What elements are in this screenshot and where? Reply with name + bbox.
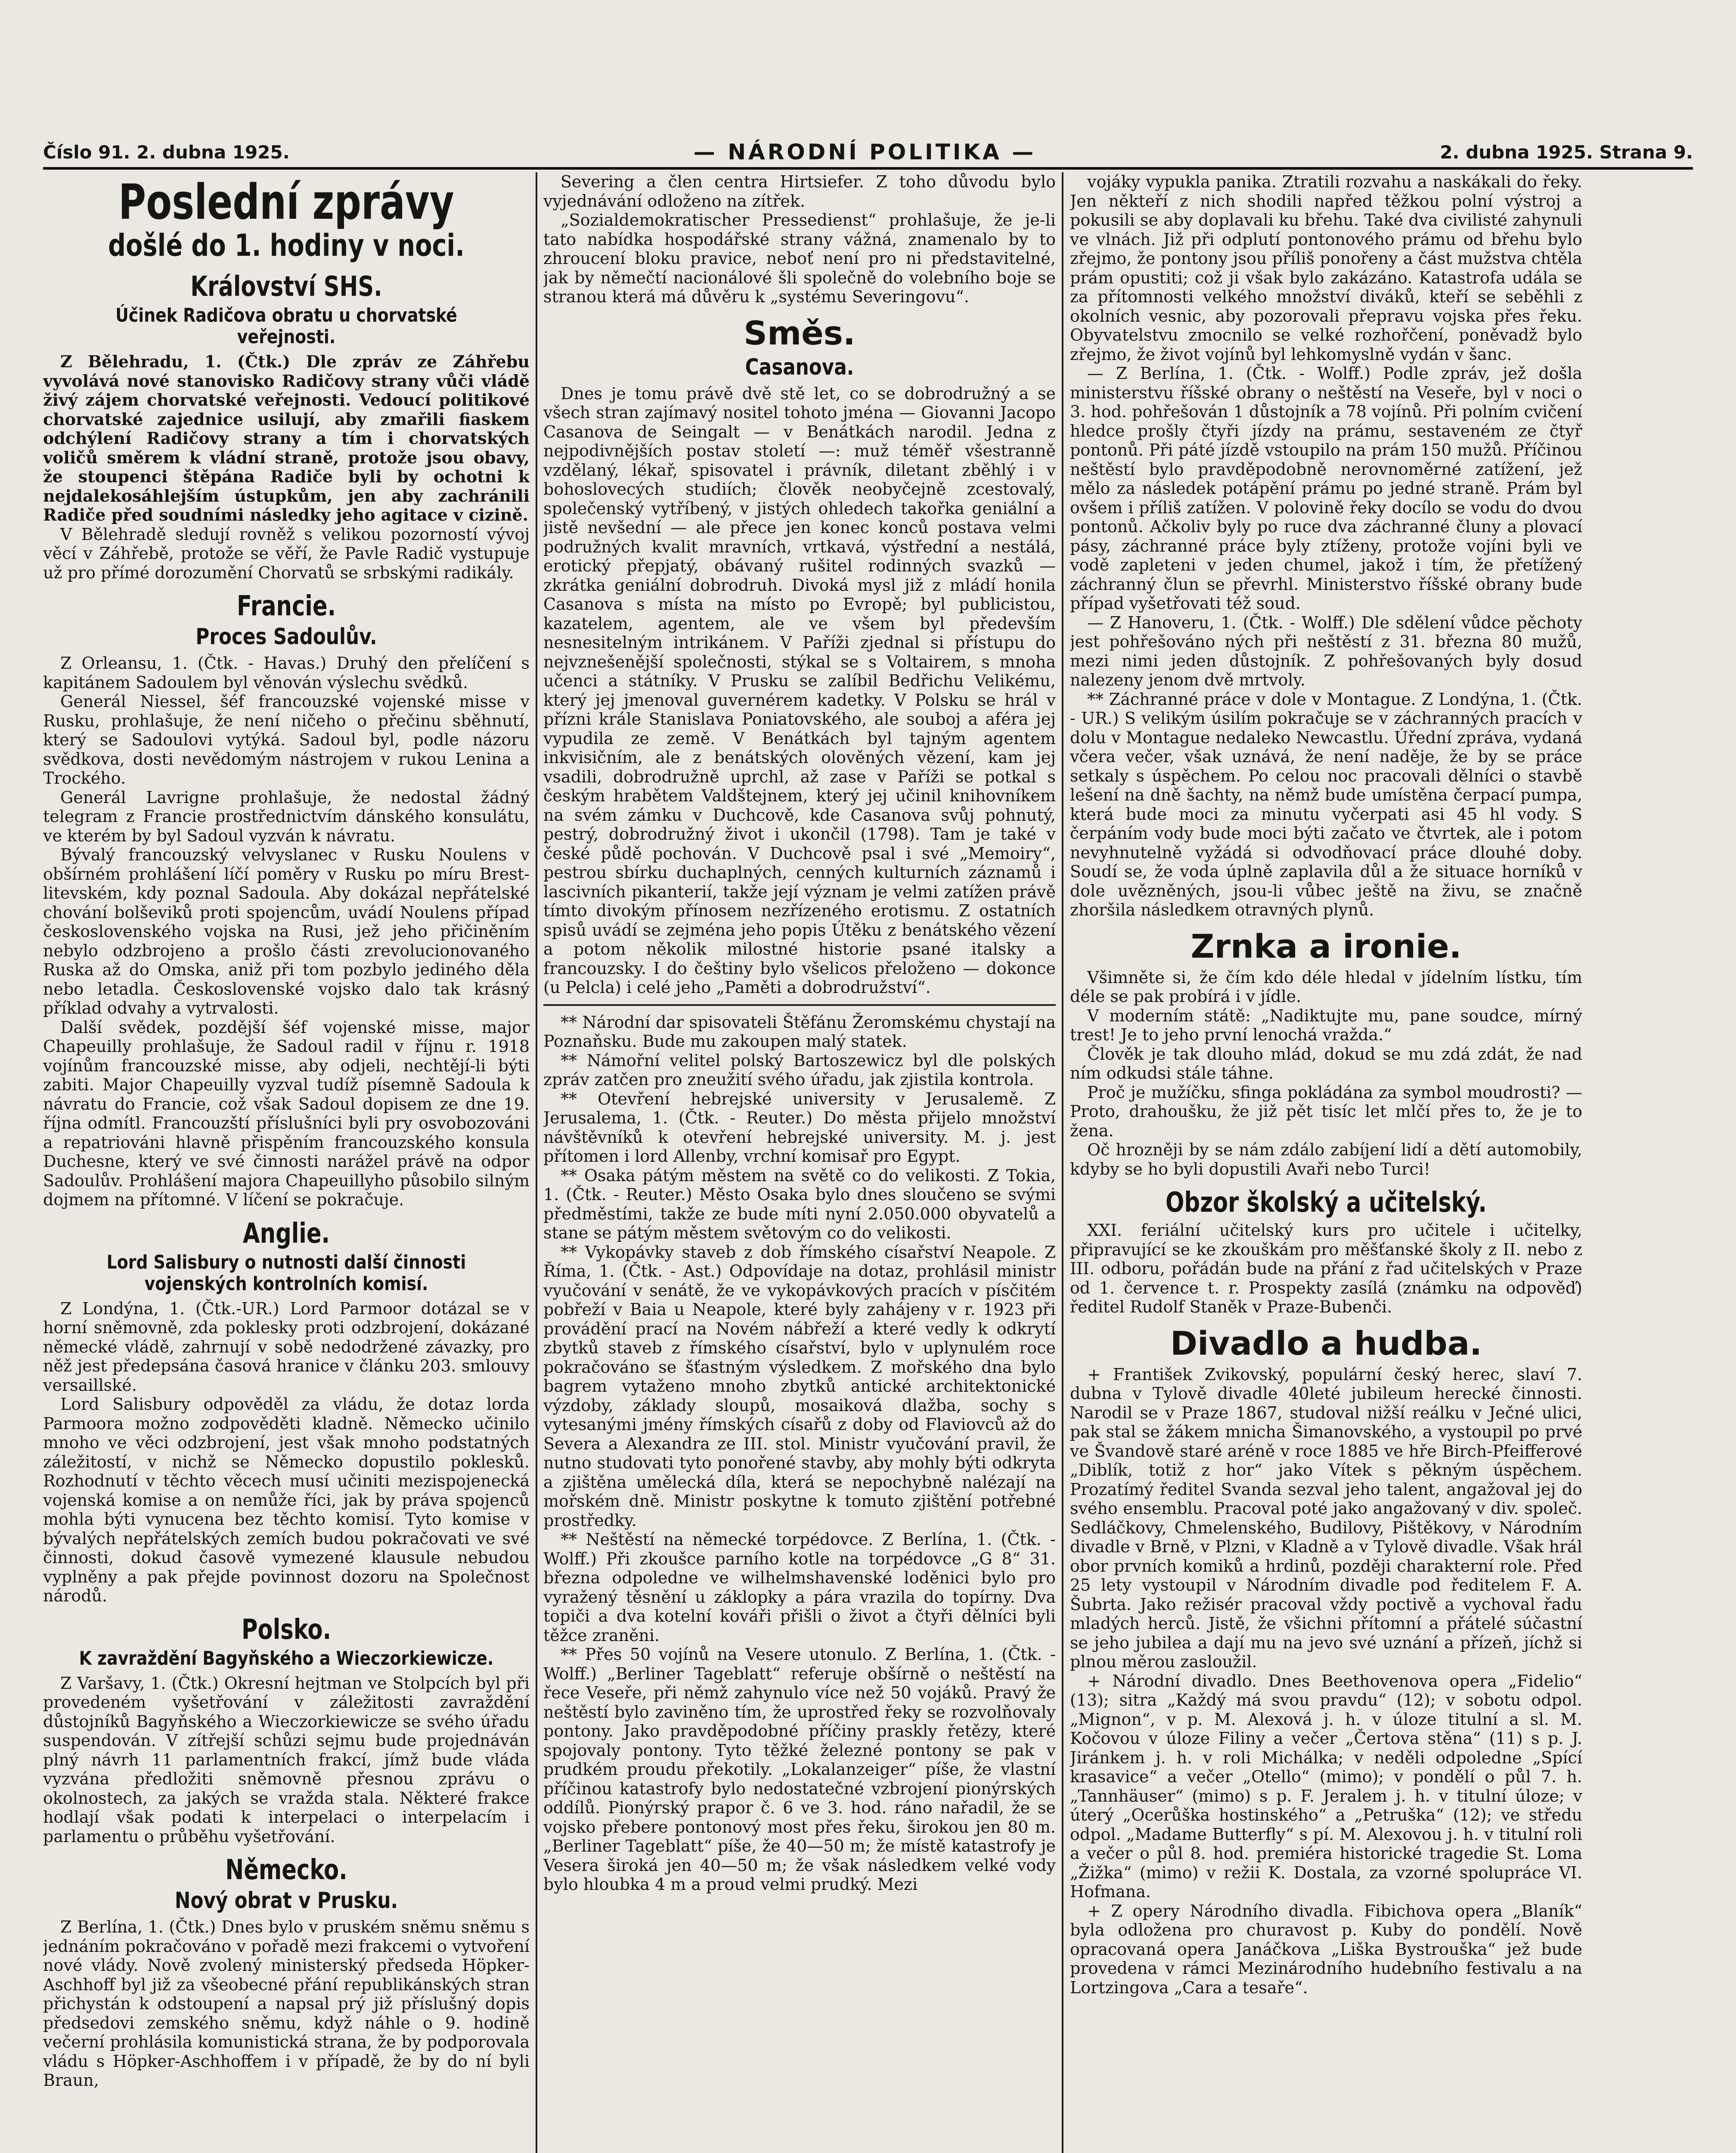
subheading: Lord Salisbury o nutnosti další činnosti vojenských kontrolních komisí.	[106, 1251, 466, 1295]
news-item: ** Přes 50 vojínů na Vesere utonulo. Z Berlína, 1. (Čtk. - Wolff.) „Berliner Tageblatt“ referuje obšírně o neštěstí na řece Veseře, při němž zahynulo více než 50 vojáků. Pravý že neštěstí bylo zaviněno tím, že uprostřed řeky se rozvolňovaly pontony. Jako pravděpodobné příčiny praskly řetězy, které spojovaly pontony. Tyto těžké železné pontony se pak v prudkém proudu překotily. „Lokalanzeiger“ píše, že vlastní příčinou katastrofy bylo nedostatečné vzbrojení pionýrských oddílů. Pionýrský prapor č. 6 ve 3. hod. ráno nařadil, že se vojsko přebere pontonový most přes řeku, širokou jen 80 m. „Berliner Tageblatt“ píše, že 40—50 m; že místě katastrofy je Vesera široká jen 40—50 m; že však následkem velké vody bylo hloubka 4 m a proud velmi prudký. Mezi	[543, 1645, 1056, 1894]
article-paragraph: + František Zvikovský, populární český herec, slaví 7. dubna v Tylově divadle 40leté jubileum herecké činnosti. Narodil se v Praze 1867, studoval nižší reálku v Ječné ulici, pak stal se žákem mnicha Šimanovského, a vystoupil po prvé ve Švandově staré aréně v roce 1885 ve hře Birch-Pfeifferové „Diblík, totiž z hor“ jako Vítek s pěkným úspěchem. Prozatímý ředitel Svanda sezval jeho talent, angažoval jej do svého ensemblu. Pracoval poté jako angažovaný v div. společ. Sedláčkovy, Chmelenského, Budilovy, Pištěkovy, v Národním divadle v Brně, v Plzni, v Kladně a v Tylově divadle. Však hrál obor prvních komiků a hrdinů, později charakterní role. Před 25 lety vystoupil v Národním divadle pod ředitelem F. A. Šubrta. Jako režisér pracoval vždy poctivě a vychoval řadu mladých herců. Jistě, že všichni přítomní a přátelé súčastní se jeho jubilea a dají mu na jevo své uznání a přízeň, jíchž si plnou měrou zasloužil.	[1070, 1365, 1582, 1671]
article-paragraph: Oč hrozněji by se nám zdálo zabíjení lidí a dětí automobily, kdyby se ho byli dopustili Avaři nebo Turci!	[1070, 1140, 1582, 1179]
news-item: ** Otevření hebrejské university v Jerusalemě. Z Jerusalema, 1. (Čtk. - Reuter.) Do města přijelo množství návštěvníků k otevření hebrejské university. M. j. jest přítomen i lord Allenby, vrchní komisař pro Egypt.	[543, 1089, 1056, 1166]
article-paragraph: Generál Lavrigne prohlašuje, že nedostal žádný telegram z Francie prostřednictvím dánského konsulátu, ve kterém by byl Sadoul vyzván k návratu.	[43, 788, 530, 845]
heading-obzor: Obzor školský a učitelský.	[1166, 1187, 1487, 1219]
article-paragraph: Z Orleansu, 1. (Čtk. - Havas.) Druhý den přelíčení s kapitánem Sadoulem byl věnován výslechu svědků.	[43, 654, 530, 692]
news-item: ** Neštěstí na německé torpédovce. Z Berlína, 1. (Čtk. - Wolff.) Při zkoušce parního kotle na torpédovce „G 8“ 31. března odpoledne ve wilhelmshavenské loděnici bylo pro vyražený těsnění u záklopky a pára vrazila do topírny. Dva topiči a dva kotelní kováři přišli o život a čtyři dělníci byli těžce zraněni.	[543, 1530, 1056, 1645]
article-paragraph: „Sozialdemokratischer Pressedienst“ prohlašuje, že je-li tato nabídka hospodářské strany vážná, znamenalo by to zhroucení bloku pravice, neboť není pro ni představitelné, jak by němečtí nacionálové šli společně do volebního boje se stranou která má důvěru k „systému Severingovu“.	[543, 211, 1056, 306]
masthead	[43, 137, 1693, 170]
article-paragraph: — Z Hanoveru, 1. (Čtk. - Wolff.) Dle sdělení vůdce pěchoty jest pohřešováno ných při neštěstí z 31. března 80 mužů, mezi nimi jeden důstojník. Z pohřešovaných byly dosud nalezeny jenom dvě mrtvoly.	[1070, 613, 1582, 689]
article-paragraph: Další svědek, pozdější šéf vojenské misse, major Chapeuilly prohlašuje, že Sadoul radil v říjnu r. 1918 vojínům francouzské misse, aby odjeli, nechtějí-li býti zabiti. Major Chapeuilly vyzval tudíž písemně Sadoula k návratu do Francie, což však Sadoul dopisem ze dne 19. října odmítl. Francouzští příslušníci byli pry osvobozováni a repatriováni hlavně přispěním francouzského konsula Duchesne, který ve své činnosti narážel právě na odpor Sadoulův. Prohlášení majora Chapeuillyho působilo silným dojmem na přítomné. V líčení se pokračuje.	[43, 1018, 530, 1209]
column-1	[43, 172, 530, 2153]
heading-england: Anglie.	[243, 1217, 330, 1250]
newspaper-title: — NÁRODNÍ POLITIKA —	[693, 140, 1036, 164]
issue-number: Číslo 91. 2. dubna 1925.	[43, 141, 290, 163]
heading-smes: Směs.	[744, 313, 856, 352]
article-paragraph: Z Londýna, 1. (Čtk.-UR.) Lord Parmoor dotázal se v horní sněmovně, zda poklesky proti odzbrojení, dokázané německé vládě, zahrnují v sobě nedodržené závazky, pro něž jest předepsána časová hranice v článku 203. smlouvy versaillské.	[43, 1299, 530, 1395]
article-paragraph: Proč je mužíčku, sfinga pokládána za symbol moudrosti? — Proto, drahoušku, že již pět tisíc let mlčí přes to, že je to žena.	[1070, 1083, 1582, 1140]
column-divider	[1062, 172, 1063, 2153]
heading-kingdom-shs: Království SHS.	[190, 271, 382, 303]
article-paragraph: XXI. feriální učitelský kurs pro učitele i učitelky, připravující se ke zkouškám pro měšťanské školy z II. nebo z III. odboru, pořádán bude na přání z řad učitelských v Praze od 1. července t. r. Prospekty zasílá (známku na odpověď) ředitel Rudolf Staněk v Praze-Bubenči.	[1070, 1221, 1582, 1316]
section-title: Poslední zprávy	[118, 174, 454, 230]
article-paragraph: Severing a člen centra Hirtsiefer. Z toho důvodu bylo vyjednávání odloženo na zítřek.	[543, 172, 1056, 211]
column-divider	[536, 172, 537, 2153]
heading-poland: Polsko.	[241, 1613, 332, 1646]
article-paragraph: Z Bělehradu, 1. (Čtk.) Dle zpráv ze Záhřebu vyvolává nové stanovisko Radičovy strany vůči vládě živý zájem chorvatské veřejnosti. Vedoucí politikové chorvatské zajednice usilují, aby zmařili fiaskem odchýlení Radičovy strany a tím i chorvatských voličů směrem k vládní straně, protože jsou obavy, že stoupenci štěpána Radiče byli by ochotni k nejdalekosáhlejším ústupkům, jen aby zachránili Radiče před soudními následky jeho agitace v cizině.	[43, 352, 530, 524]
news-item: ** Národní dar spisovateli Štěfánu Žeromskému chystají na Poznaňsku. Bude mu zakoupen malý statek.	[543, 1012, 1056, 1051]
subheading: Nový obrat v Prusku.	[174, 1888, 398, 1914]
article-paragraph: V Bělehradě sledují rovněž s velikou pozorností vývoj věcí v Záhřebě, protože se věří, že Pavle Radič vystupuje už pro přímé dorozumění Chorvatů se srbskými radikály.	[43, 524, 530, 582]
news-item: ** Osaka pátým městem na světě co do velikosti. Z Tokia, 1. (Čtk. - Reuter.) Město Osaka bylo dnes sloučeno se svými předměstími, takže ze bude míti nyní 2.050.000 obyvatelů a stane se pátým městem světovým co do velikosti.	[543, 1166, 1056, 1242]
heading-france: Francie.	[236, 590, 336, 622]
heading-divadlo: Divadlo a hudba.	[1170, 1324, 1482, 1362]
subheading: K zavraždění Bagyňského a Wieczorkiewicze.	[79, 1647, 494, 1669]
news-item: ** Námořní velitel polský Bartoszewicz byl dle polských zpráv zatčen pro zneužití svého úřadu, jak zjistila kontrola.	[543, 1051, 1056, 1089]
article-paragraph: V moderním státě: „Nadiktujte mu, pane soudce, mírný trest! Je to jeho první lenochá vražda.“	[1070, 1006, 1582, 1044]
column-2	[543, 172, 1056, 2153]
article-paragraph: Z Berlína, 1. (Čtk.) Dnes bylo v pruském sněmu sněmu s jednáním pokračováno v pořadě mezi frakcemi o vytvoření nové vlády. Nově zvolený ministerský předseda Höpker-Aschhoff byl již za všeobecné přání republikánských stran přichystán k odstoupení a napsal prý již příslušný dopis předsedovi zemského sněmu, když náhle o 9. hodině večerní prohlásila komunistická strana, že by podporovala vládu s Höpker-Aschhoffem i v případě, že by do ní byli Braun,	[43, 1917, 530, 2090]
article-paragraph: + Z opery Národního divadla. Fibichova opera „Blaník“ byla odložena pro churavost p. Kuby do pondělí. Nově opracovaná opera Janáčkova „Liška Bystrouška“ jež bude provedena v rámci Mezinárodního hudebního festivalu a na Lortzingova „Cara a tesaře“.	[1070, 1901, 1582, 1997]
article-paragraph: Člověk je tak dlouho mlád, dokud se mu zdá zdát, že nad ním odkudsi stále táhne.	[1070, 1044, 1582, 1083]
column-3	[1070, 172, 1582, 2153]
article-paragraph: vojáky vypukla panika. Ztratili rozvahu a naskákali do řeky. Jen někteří z nich shodili napřed těžkou polní výstroj a pokusili se aby doplavali ku břehu. Také dva civilisté zahynuli ve vlnách. Již při odplutí pontonového prámu od břehu bylo zřejmo, že pontony jsou příliš ponořeny a část mužstva chtěla prám opustiti; což ji však bylo zakázáno. Katastrofa udála se za přítomnosti velkého množství diváků, kteří se seběhli z okolních vesnic, aby pozorovali přepravu vojska přes řeku. Obyvatelstvu zmocnilo se velké rozhořčení, poněvadž bylo zřejmo, že život vojínů byl lehkomyslně vydán v šanc.	[1070, 172, 1582, 364]
article-paragraph: Z Varšavy, 1. (Čtk.) Okresní hejtman ve Stolpcích byl při provedeném vyšetřování v záležitosti zavraždění důstojníků Bagyňského a Wieczorkiewicze se svého úřadu suspendován. V zítřejší schůzi sejmu bude projednáván plný návrh 11 parlamentních frakcí, jímž bude vláda vyzvána předložiti sněmovně přesnou zprávu o okolnostech, za jakých se vražda stala. Některé frakce hodlají však podati k interpelaci o interpelacím i parlamentu o průběhu vyšetřování.	[43, 1673, 530, 1846]
divider	[543, 1004, 1056, 1006]
heading-germany: Německo.	[225, 1854, 347, 1886]
subheading: Účinek Radičova obratu u chorvatské veřejnosti.	[115, 304, 457, 348]
article-paragraph: ** Záchranné práce v dole v Montague. Z Londýna, 1. (Čtk. - UR.) S velikým úsilím pokračuje se v záchranných pracích v dolu v Montague nedaleko Newcastlu. Úřední zpráva, vydaná včera večer, však uznává, že není naděje, že by se práce setkaly s úspěchem. Po celou noc pracovali dělníci o stavbě lešení na dně šachty, na němž bude umístěna čerpací pumpa, která bude moci za minutu vyčerpati asi 45 hl vody. S čerpáním vody bude moci býti začato ve čtvrtek, ale i potom nevyhnutelně vyžádá si odvodňovací práce dlouhé doby. Soudí se, že voda úplně zaplavila důl a že situace horníků v dole uvězněných, jsou-li vůbec ještě na živu, se značně zhoršila následkem otravných plynů.	[1070, 689, 1582, 919]
article-paragraph: Lord Salisbury odpověděl za vládu, že dotaz lorda Parmoora možno zodpověděti kladně. Německo učinilo mnoho ve věci odzbrojení, jest však mnoho podstatných záležitostí, v nichž se Německo dopustilo poklesků. Rozhodnutí v těchto věcech musí učiniti mezispojenecká vojenská komise a on nemůže říci, jak by práva spojenců mohla býti vynucena bez těchto komisí. Tyto komise v bývalých nepřátelských zemích budou pokračovati ve své činnosti, dokud časově vymezené klausule nebudou vyplněny a pak přejde povinnost dozoru na Společnost národů.	[43, 1395, 530, 1605]
news-item: ** Vykopávky staveb z dob římského císařství Neapole. Z Říma, 1. (Čtk. - Ast.) Odpovídaje na dotaz, prohlásil ministr vyučování v senátě, že ve vykopávkových pracích v písčitém pobřeží v Baia u Neapole, které byly zahájeny v r. 1923 při provádění prací na Novém nábřeží a které vedly k odkrytí zbytků staveb z římského císařství, bylo v uplynulém roce pokračováno se šťastným výsledkem. Z mořského dna bylo bagrem vytaženo mnoho zbytků antické architektonické výzdoby, základy sloupů, mosaiková dlažba, sochy s vytesanými jmény římských císařů z doby od Flaviovců až do Severa a Alexandra ze III. stol. Ministr vyučování pravil, že nutno studovati tyto ponořené stavby, aby mohly býti odkryta a zjištěna umělecká díla, která se nepochybně nalézají na mořském dně. Ministr poskytne k tomuto zjištění potřebné prostředky.	[543, 1242, 1056, 1530]
article-paragraph: Dnes je tomu právě dvě stě let, co se dobrodružný a se všech stran zajímavý nositel tohoto jména — Giovanni Jacopo Casanova de Seingalt — v Benátkách narodil. Jedna z nejpodivnějších postav století —: muž téměř všestranně vzdělaný, lékař, spisovatel i právník, diletant zběhlý i v bohoslovecých studiích; člověk neobyčejně zcestovalý, společenský vytříbený, v jistých ohledech takořka geniální a jistě nevšední — ale přece jen konec konců postava velmi podružných kvalit mravních, vrtkavá, výstřední a nestálá, erotický přepjatý, obávaný rušitel rodinných svazků — zkrátka geniální dobrodruh. Divoká mysl již z mládí honila Casanova s místa na místo po Evropě; byl publicistou, kazatelem, agentem, ale ve všem byl především nesnesitelným intrikánem. V Paříži zjednal si přístupu do nejvznešenější společnosti, stýkal se s Voltairem, s mnoha učenci a státníky. V Prusku se zalíbil Bedřichu Velikému, který jej jmenoval guvernérem kadetky. V Polsku se hrál v přízni krále Stanislava Poniatovského, ale souboj a aféra jej vypudila ze země. V Benátkách byl tajným agentem inkvisičním, ale z benátských olověných vězení, kam jej vsadili, dobrodružně uprchl, až zase v Paříži se potkal s českým hrabětem Valdštejnem, který jej učinil knihovníkem na svém zámku v Duchcově, kde Casanova svůj pohnutý, pestrý, dobrodružný život i ukončil (1798). Tam je také v české půdě pochován. V Duchcově psal i své „Memoiry“, pestrou sbírku duchaplných, cenných kulturních záznamů i lascivních pikanterií, takže její význam je velmi zatížen právě tímto divokým přínosem nezřízeného erotismu. Z ostatních spisů uvádí se zejména jeho popis Útěku z benátského vězení a potom několik milostné historie psané italsky a francouzsky. I do češtiny bylo všelicos přeloženo — dokonce (u Pelcla) i celé jeho „Paměti a dobrodružství“.	[543, 384, 1056, 997]
article-paragraph: — Z Berlína, 1. (Čtk. - Wolff.) Podle zpráv, jež došla ministerstvu říšské obrany o neštěstí na Veseře, byl v noci o 3. hod. pohřešován 1 důstojník a 78 vojínů. Při polním cvičení hledce prošly čtyři jízdy na prámu, sestaveném ze čtyř pontonů. Při páté jízdě vstoupilo na prám 150 mužů. Příčinou neštěstí bylo pravděpodobně nerovnoměrné zatížení, jež mělo za následek potápění prámu po jedné straně. Prám byl ovšem i příliš zatížen. V polovině řeky docílo se vodu do dvou pontonů. Ačkoliv byly po ruce dva záchranné čluny a plovací pásy, záchranné práce byly ztíženy, protože vojíni byli ve vodě zapleteni v jeden chumel, jakož i tím, že přetížený záchranný člun se převrhl. Ministerstvo říšské obrany bude případ vyšetřovati též soud.	[1070, 364, 1582, 613]
subheading: Casanova.	[745, 354, 854, 380]
heading-zrnka: Zrnka a ironie.	[1190, 927, 1462, 965]
section-subtitle: došlé do 1. hodiny v noci.	[108, 228, 465, 263]
article-paragraph: Bývalý francouzský velvyslanec v Rusku Noulens v obšírném prohlášení líčí poměry v Rusku po míru Brest-litevském, kdy poznal Sadoula. Aby dokázal nepřátelské chování bolševiků proti spojencům, uvádí Noulens případ československého vojska na Rusi, jež jeho přičiněním nebylo odzbrojeno a prošlo části zrevolucionovaného Ruska až do Omska, aniž při tom pozbylo jediného děla nebo letadla. Československé vojsko dalo tak krásný příklad odvahy a vytrvalosti.	[43, 845, 530, 1018]
article-paragraph: Generál Niessel, šéf francouzské vojenské misse v Rusku, prohlašuje, že není ničeho o přečinu sběhnutí, který se Sadoulovi vytýká. Sadoul byl, podle názoru svědkova, dosti nevědomým nástrojem v rukou Lenina a Trockého.	[43, 692, 530, 788]
subheading: Proces Sadoulův.	[195, 624, 377, 650]
article-paragraph: Všimněte si, že čím kdo déle hledal v jídelním lístku, tím déle se pak probírá i v jídle.	[1070, 968, 1582, 1006]
article-paragraph: + Národní divadlo. Dnes Beethovenova opera „Fidelio“ (13); sitra „Každý má svou pravdu“ (12); v sobotu odpol. „Mignon“, v p. M. Alexová j. h. v úloze titulní a sl. M. Kočovou v úloze Filiny a večer „Čertova stěna“ (11) s p. J. Jiránkem j. h. v roli Michálka; v neděli odpoledne „Spící krasavice“ a večer „Otello“ (mimo); v pondělí o půl 7. h. „Tannhäuser“ (mimo) s p. F. Jeralem j. h. v titulní úloze; v úterý „Ocerůška hostinského“ a „Petruška“ (12); ve středu odpol. „Madame Butterfly“ s pí. M. Alexovou j. h. v titulní roli a večer o půl 8. hod. premiéra historické tragedie St. Loma „Žižka“ (mimo) v režii K. Dostala, za vzorné spolupráce VI. Hofmana.	[1070, 1671, 1582, 1901]
date-page: 2. dubna 1925. Strana 9.	[1440, 141, 1693, 163]
